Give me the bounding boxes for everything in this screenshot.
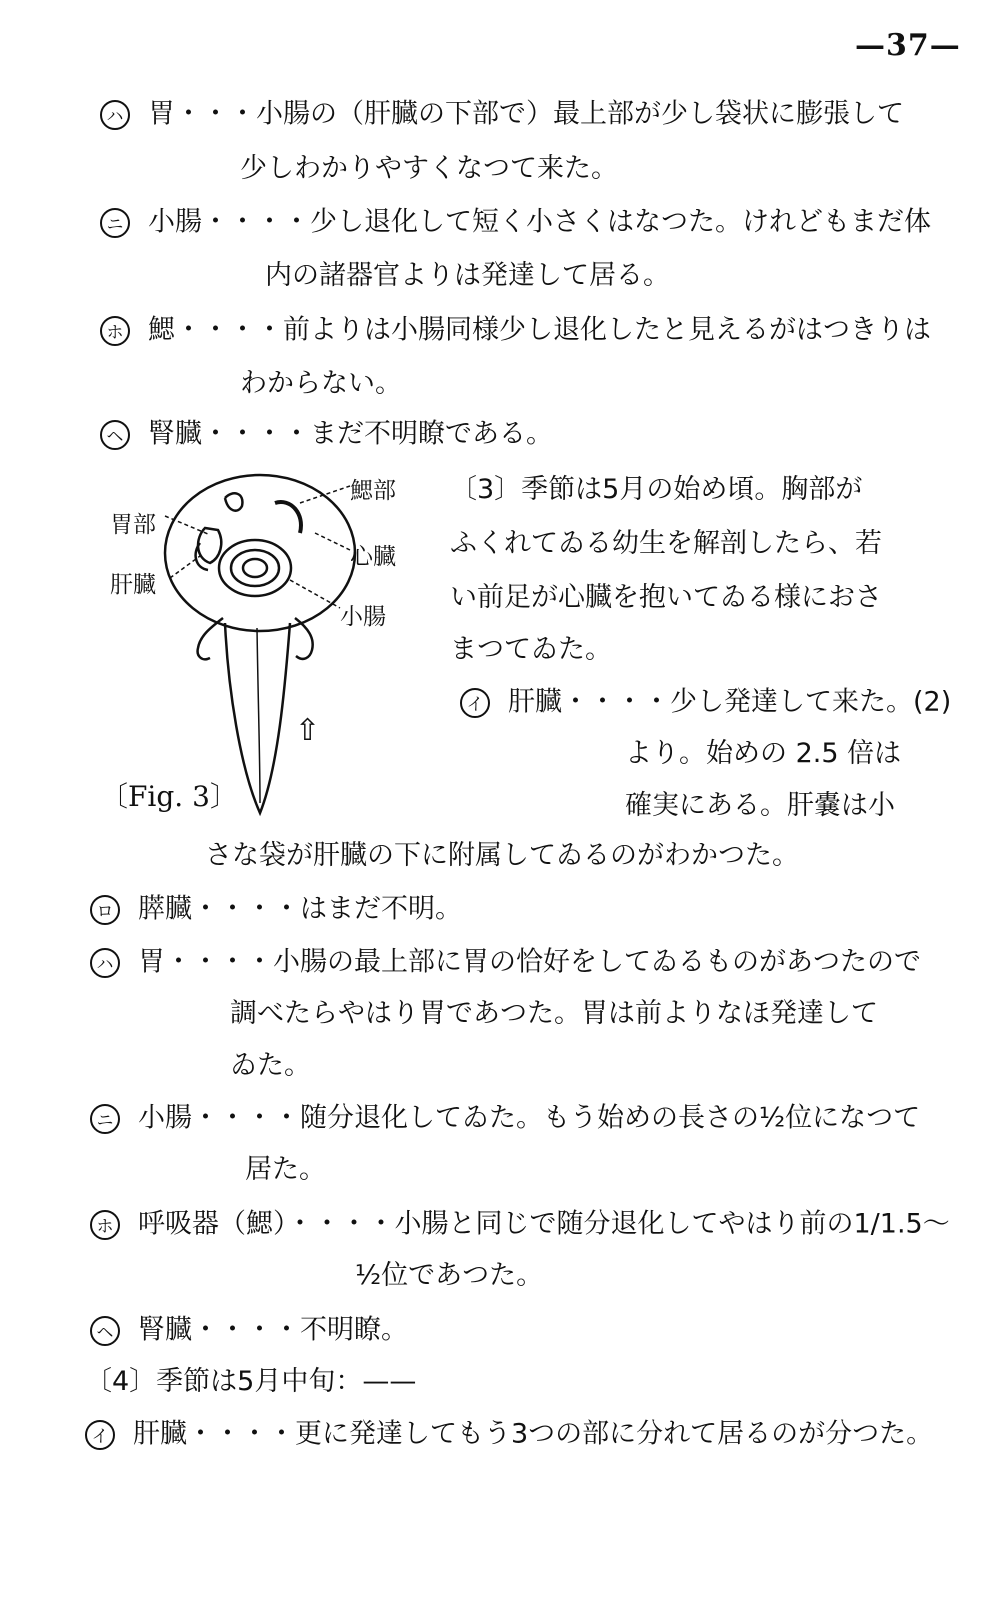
leader-heart <box>315 533 350 550</box>
text-line-6 <box>240 370 402 397</box>
text-line-26 <box>85 1420 933 1450</box>
tail-midline <box>257 628 260 803</box>
line-text: まつてゐた。 <box>450 634 612 665</box>
line-text: 肝臓・・・・更に発達してもう3つの部に分れて居るのが分つた。 <box>133 1418 934 1450</box>
text-line-16 <box>90 895 462 925</box>
line-text: 呼吸器（鰓）・・・・小腸と同じで随分退化してやはり前の1/1.5〜 <box>138 1208 950 1240</box>
label-gill: 鰓部 <box>350 478 396 504</box>
line-text: 胃・・・・小腸の最上部に胃の恰好をしてゐるものがあつたので <box>138 946 921 978</box>
text-line-10 <box>450 584 882 611</box>
marker-ni-1: ニ <box>100 208 130 238</box>
text-line-12 <box>460 688 951 718</box>
marker-ni-2: ニ <box>90 1104 120 1134</box>
text-line-22 <box>90 1210 950 1240</box>
line-text: 鰓・・・・前よりは小腸同様少し退化したと見えるがはつきりは <box>148 314 931 346</box>
line-text: 腎臓・・・・まだ不明瞭である。 <box>148 418 553 450</box>
text-line-11 <box>450 636 612 663</box>
line-text: 内の諸器官よりは発達して居る。 <box>265 260 670 291</box>
text-line-17 <box>90 948 921 978</box>
line-text: い前足が心臓を抱いてゐる様におさ <box>450 582 882 613</box>
label-liver: 肝臓 <box>110 572 156 598</box>
heart-shape <box>225 493 242 510</box>
body-outline <box>165 475 355 631</box>
line-text: 〔3〕季節は5月の始め頃。胸部が <box>450 474 863 505</box>
figure-caption: 〔Fig. 3〕 <box>100 780 238 813</box>
line-text: 腎臓・・・・不明瞭。 <box>138 1314 408 1346</box>
marker-ha-2: ハ <box>90 948 120 978</box>
marker-ho-1: ホ <box>100 316 130 346</box>
text-line-4 <box>265 262 670 289</box>
label-intestine: 小腸 <box>340 604 386 630</box>
text-line-18 <box>230 1000 878 1027</box>
stomach-shape <box>198 528 221 563</box>
text-line-13 <box>625 740 901 767</box>
marker-he-1: ヘ <box>100 420 130 450</box>
text-line-19 <box>230 1052 311 1079</box>
line-text: 確実にある。肝嚢は小 <box>625 790 895 821</box>
marker-ro-1: ロ <box>90 895 120 925</box>
text-line-14 <box>625 792 895 819</box>
line-text: より。始めの 2.5 倍は <box>625 738 902 769</box>
text-line-9 <box>450 530 882 557</box>
marker-i-2: イ <box>85 1420 115 1450</box>
line-text: わからない。 <box>240 368 402 399</box>
marker-ho-2: ホ <box>90 1210 120 1240</box>
text-line-2 <box>240 155 618 182</box>
section-4-heading <box>85 1368 416 1395</box>
intestine-coil-2 <box>231 550 279 586</box>
line-text: 〔4〕季節は5月中旬：—— <box>85 1366 417 1397</box>
line-text: 居た。 <box>245 1154 326 1185</box>
leader-gill <box>300 486 350 503</box>
arrow-icon: ⇧ <box>295 713 321 748</box>
text-line-15 <box>205 842 799 869</box>
line-text: ゐた。 <box>230 1050 311 1081</box>
label-stomach: 胃部 <box>110 512 156 538</box>
text-line-20 <box>90 1104 920 1134</box>
marker-he-2: ヘ <box>90 1316 120 1346</box>
text-line-7 <box>100 420 553 450</box>
marker-ha-1: ハ <box>100 100 130 130</box>
page-number: —37— <box>855 28 961 63</box>
text-line-1 <box>100 100 904 130</box>
line-text: 小腸・・・・随分退化してゐた。もう始めの長さの½位になつて <box>138 1102 921 1134</box>
text-line-3 <box>100 208 931 238</box>
line-text: 膵臓・・・・はまだ不明。 <box>138 893 462 925</box>
line-text: 胃・・・小腸の（肝臓の下部で）最上部が少し袋状に膨張して <box>148 98 904 130</box>
line-text: さな袋が肝臓の下に附属してゐるのがわかつた。 <box>205 840 799 871</box>
line-text: ふくれてゐる幼生を解剖したら、若 <box>450 528 882 559</box>
text-line-24 <box>90 1316 408 1346</box>
line-text: ½位であつた。 <box>355 1260 544 1291</box>
text-line-23 <box>355 1262 543 1289</box>
text-line-21 <box>245 1156 326 1183</box>
line-text: 調べたらやはり胃であつた。胃は前よりなほ発達して <box>230 998 878 1029</box>
section-3-heading <box>450 476 862 503</box>
label-heart: 心臓 <box>350 544 396 570</box>
intestine-coil-3 <box>243 559 267 577</box>
line-text: 小腸・・・・少し退化して短く小さくはなつた。けれどもまだ体 <box>148 206 931 238</box>
leader-liver <box>170 556 200 578</box>
text-line-5 <box>100 316 931 346</box>
gill-area <box>275 502 301 533</box>
marker-i-1: イ <box>460 688 490 718</box>
line-text: 肝臓・・・・少し発達して来た。(2) <box>508 686 952 718</box>
line-text: 少しわかりやすくなつて来た。 <box>240 153 618 184</box>
